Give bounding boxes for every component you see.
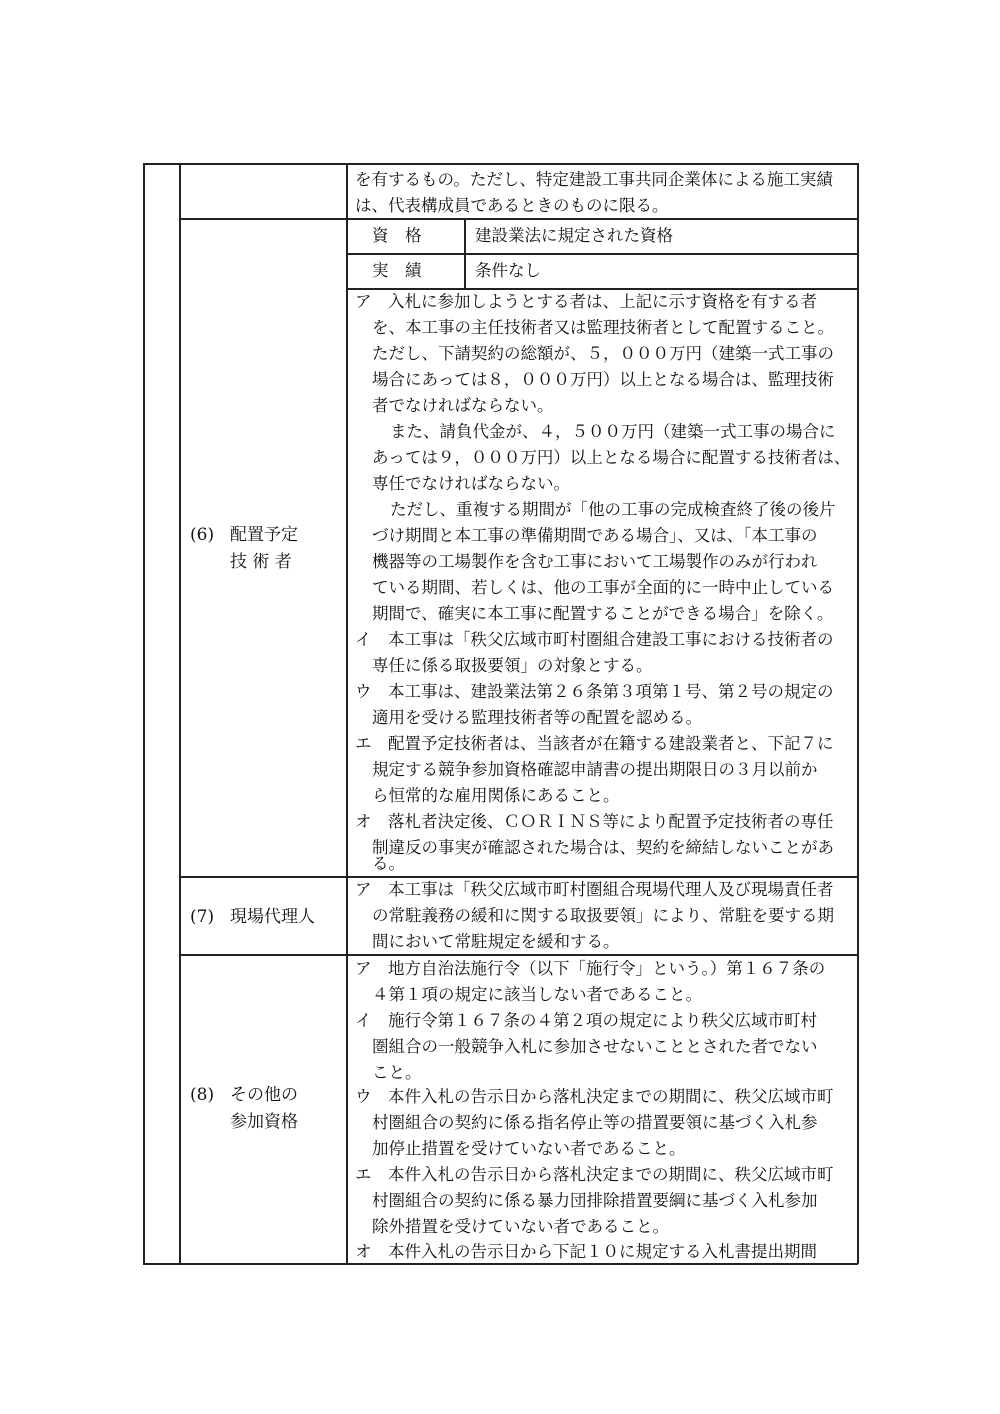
jisseki-value: 条件なし [475, 261, 541, 280]
jisseki-label: 実 績 [372, 261, 422, 280]
shikaku-value: 建設業法に規定された資格 [475, 226, 673, 245]
text-line: ただし、下請契約の総額が、５，０００万円（建築一式工事の [372, 344, 834, 363]
text-line: イ 本工事は「秩父広域市町村圏組合建設工事における技術者の [355, 630, 834, 649]
text-line: ウ 本件入札の告示日から落札決定までの期間に、秩父広域市町 [355, 1087, 834, 1106]
text-line: 間において常駐規定を緩和する。 [372, 932, 620, 951]
text-line: 者でなければならない。 [372, 396, 554, 415]
text-line: 制違反の事実が確認された場合は、契約を締結しないことがあ [372, 838, 834, 857]
text-line: 圏組合の一般競争入札に参加させないこととされた者でない [372, 1037, 818, 1056]
text-line: あっては９，０００万円）以上となる場合に配置する技術者は、 [372, 448, 851, 467]
text-line: の常駐義務の緩和に関する取扱要領」により、常駐を要する期 [372, 906, 834, 925]
section-number: (7) [190, 907, 215, 927]
section-number: (6) [190, 525, 215, 545]
text-line: ア 入札に参加しようとする者は、上記に示す資格を有する者 [355, 292, 817, 311]
table-top-border [143, 163, 858, 165]
text-line: 規定する競争参加資格確認申請書の提出期限日の３月以前か [372, 760, 818, 779]
text-line: づけ期間と本工事の準備期間である場合」、又は、「本工事の [372, 526, 818, 545]
text-line: ウ 本工事は、建設業法第２６条第３項第１号、第２号の規定の [355, 682, 834, 701]
text-line: オ 本件入札の告示日から下記１０に規定する入札書提出期間 [355, 1242, 817, 1261]
text-line: 専任でなければならない。 [372, 474, 570, 493]
text-line: 場合にあっては８，０００万円）以上となる場合は、監理技術 [372, 370, 834, 389]
table-col-divider-1 [179, 163, 181, 1264]
text-line: こと。 [372, 1063, 422, 1082]
text-line: ア 本工事は「秩父広域市町村圏組合現場代理人及び現場責任者 [355, 880, 834, 899]
table-left-border [143, 163, 145, 1264]
section-title-line2: 技 術 者 [230, 552, 292, 572]
section-number: (8) [190, 1085, 215, 1105]
text-line: 適用を受ける監理技術者等の配置を認める。 [372, 708, 702, 727]
text-line: ア 地方自治法施行令（以下「施行令」という。）第１６７条の [355, 959, 826, 978]
table-col-divider-2 [346, 163, 348, 1264]
text-line: ら恒常的な雇用関係にあること。 [372, 786, 620, 805]
text-line: 除外措置を受けていない者であること。 [372, 1217, 669, 1236]
text-line: を有するもの。ただし、特定建設工事共同企業体による施工実績 [355, 170, 833, 189]
text-line: ４第１項の規定に該当しない者であること。 [372, 985, 702, 1004]
text-line: エ 本件入札の告示日から落札決定までの期間に、秩父広域市町 [355, 1165, 834, 1184]
text-line: ている期間、若しくは、他の工事が全面的に一時中止している [372, 578, 834, 597]
shikaku-label: 資 格 [372, 226, 422, 245]
inner-row-divider-1 [346, 253, 858, 255]
table-right-border [857, 163, 859, 1264]
text-line: 機器等の工場製作を含む工事において工場製作のみが行われ [372, 552, 818, 571]
section-title-line1: その他の [230, 1085, 298, 1105]
inner-col-divider [464, 218, 466, 289]
text-line: を、本工事の主任技術者又は監理技術者として配置すること。 [372, 318, 834, 337]
text-line: 村圏組合の契約に係る暴力団排除措置要綱に基づく入札参加 [372, 1191, 818, 1210]
text-line: 村圏組合の契約に係る指名停止等の措置要領に基づく入札参 [372, 1113, 818, 1132]
section-title-line1: 配置予定 [230, 525, 298, 545]
text-line: は、代表構成員であるときのものに限る。 [355, 196, 669, 215]
section-title: 現場代理人 [230, 907, 315, 927]
text-line: 期間で、確実に本工事に配置することができる場合」を除く。 [372, 604, 834, 623]
text-line: また、請負代金が、４，５００万円（建築一式工事の場合に [390, 422, 836, 441]
text-line: オ 落札者決定後、ＣＯＲＩＮＳ等により配置予定技術者の専任 [355, 812, 834, 831]
text-line: る。 [372, 854, 405, 873]
text-line: エ 配置予定技術者は、当該者が在籍する建設業者と、下記７に [355, 734, 834, 753]
text-line: 専任に係る取扱要領」の対象とする。 [372, 656, 653, 675]
text-line: ただし、重複する期間が「他の工事の完成検査終了後の後片 [390, 500, 836, 519]
text-line: イ 施行令第１６７条の４第２項の規定により秩父広域市町村 [355, 1011, 817, 1030]
section-title-line2: 参加資格 [230, 1112, 298, 1132]
text-line: 加停止措置を受けていない者であること。 [372, 1139, 686, 1158]
